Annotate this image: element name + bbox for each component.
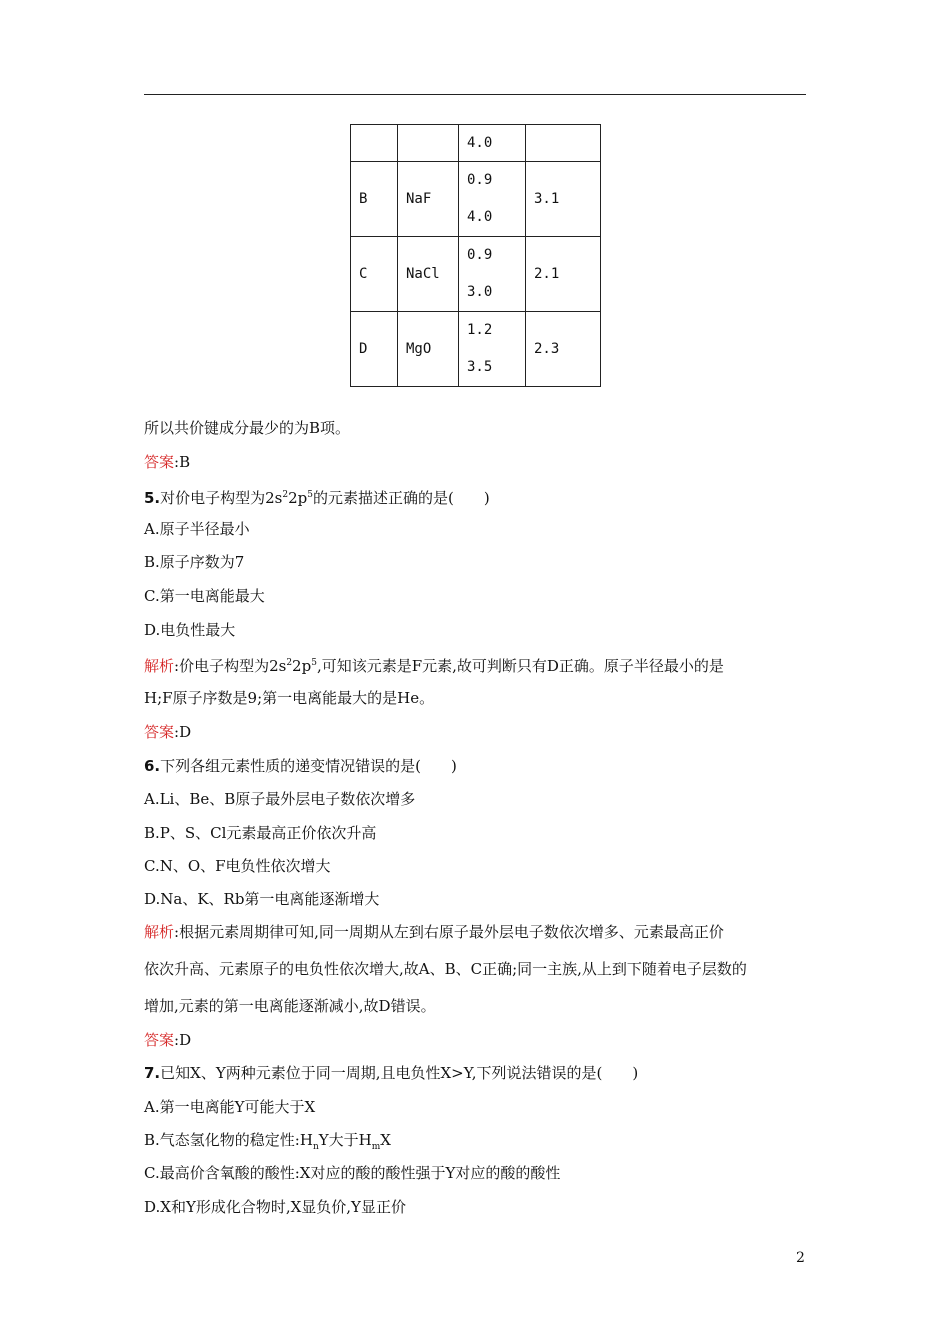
superscript: 2 [286, 658, 293, 668]
q7-option-c: C.最高价含氧酸的酸性:X对应的酸的酸性强于Y对应的酸的酸性 [144, 1164, 561, 1182]
table-row [351, 237, 601, 312]
q5-explanation [144, 653, 724, 676]
q5-stem [144, 485, 490, 508]
table-cell-en [459, 312, 526, 387]
q5-answer [144, 722, 191, 742]
q7-option-a: A.第一电离能Y可能大于X [144, 1098, 316, 1116]
question-number: 5. [144, 489, 161, 507]
superscript: 5 [311, 658, 317, 668]
q6-answer [144, 1030, 191, 1050]
table-cell-label: C [351, 237, 398, 312]
table-cell-en: 4.0 [459, 125, 526, 162]
option-text: B.气态氢化物的稳定性:H [144, 1131, 313, 1149]
q5-explanation-cont: H;F原子序数是9;第一电离能最大的是He。 [144, 689, 435, 707]
q7-stem-text: 已知X、Y两种元素位于同一周期,且电负性X>Y,下列说法错误的是( ) [160, 1064, 639, 1082]
table-cell-compound [398, 125, 459, 162]
explanation-text: :价电子构型为2s [174, 657, 287, 675]
option-text: X [380, 1131, 391, 1149]
explanation-label: 解析 [144, 923, 175, 941]
q5-stem-part: 的元素描述正确的是( ) [313, 489, 490, 507]
q5-stem-part: 2p [288, 489, 308, 507]
table-row [351, 312, 601, 387]
q5-option-b: B.原子序数为7 [144, 553, 245, 571]
q6-option-a: A.Li、Be、B原子最外层电子数依次增多 [144, 790, 416, 808]
q5-stem-part: 对价电子构型为2s [160, 489, 283, 507]
q6-option-c: C.N、O、F电负性依次增大 [144, 857, 331, 875]
answer-label: 答案 [144, 1031, 175, 1049]
superscript: 2 [282, 490, 289, 500]
answer-value: :B [174, 453, 191, 471]
q7-stem [144, 1063, 638, 1083]
table-cell-compound: MgO [398, 312, 459, 387]
subscript: n [312, 1142, 319, 1152]
explanation-label: 解析 [144, 657, 175, 675]
answer-value: :D [174, 1031, 192, 1049]
q6-stem-text: 下列各组元素性质的递变情况错误的是( ) [160, 757, 457, 775]
table-row [351, 125, 601, 162]
answer-label: 答案 [144, 453, 175, 471]
option-text: Y大于H [318, 1131, 372, 1149]
superscript: 5 [307, 490, 314, 500]
header-rule [144, 94, 806, 95]
table-cell-label: B [351, 162, 398, 237]
q5-option-c: C.第一电离能最大 [144, 587, 265, 605]
table-cell-label: D [351, 312, 398, 387]
page-number: 2 [796, 1250, 805, 1266]
q6-explanation-cont: 增加,元素的第一电离能逐渐减小,故D错误。 [144, 997, 436, 1015]
table-cell-en [459, 237, 526, 312]
question-number: 7. [144, 1064, 161, 1082]
q5-option-a: A.原子半径最小 [144, 520, 250, 538]
explanation-text: ,可知该元素是F元素,故可判断只有D正确。原子半径最小的是 [316, 657, 724, 675]
q5-option-d: D.电负性最大 [144, 621, 236, 639]
table-cell-diff: 2.3 [526, 312, 601, 387]
q7-option-d: D.X和Y形成化合物时,X显负价,Y显正价 [144, 1198, 406, 1216]
explanation-text: 2p [292, 657, 312, 675]
conclusion-text: 所以共价键成分最少的为B项。 [144, 419, 351, 437]
en-value-nonmetal: 3.5 [467, 359, 493, 375]
q6-explanation [144, 922, 724, 942]
table-cell-compound: NaF [398, 162, 459, 237]
answer-label: 答案 [144, 723, 175, 741]
en-value-metal: 0.9 [467, 172, 493, 188]
q7-option-b [144, 1130, 391, 1157]
table-cell-en [459, 162, 526, 237]
en-value-nonmetal: 3.0 [467, 284, 493, 300]
q4-answer [144, 452, 190, 472]
table-row [351, 162, 601, 237]
table-cell-diff: 2.1 [526, 237, 601, 312]
explanation-text: :根据元素周期律可知,同一周期从左到右原子最外层电子数依次增多、元素最高正价 [174, 923, 724, 941]
q6-explanation-cont: 依次升高、元素原子的电负性依次增大,故A、B、C正确;同一主族,从上到下随着电子层数的 [144, 960, 747, 978]
electronegativity-table [350, 124, 601, 387]
table-cell-diff [526, 125, 601, 162]
en-value-nonmetal: 4.0 [467, 209, 493, 225]
q6-option-b: B.P、S、Cl元素最高正价依次升高 [144, 824, 377, 842]
en-value-metal: 0.9 [467, 247, 493, 263]
answer-value: :D [174, 723, 192, 741]
q6-option-d: D.Na、K、Rb第一电离能逐渐增大 [144, 890, 380, 908]
question-number: 6. [144, 757, 161, 775]
q6-stem [144, 756, 457, 776]
table-cell-compound: NaCl [398, 237, 459, 312]
en-value-metal: 1.2 [467, 322, 493, 338]
table-cell-diff: 3.1 [526, 162, 601, 237]
subscript: m [371, 1142, 381, 1152]
table-cell-label [351, 125, 398, 162]
